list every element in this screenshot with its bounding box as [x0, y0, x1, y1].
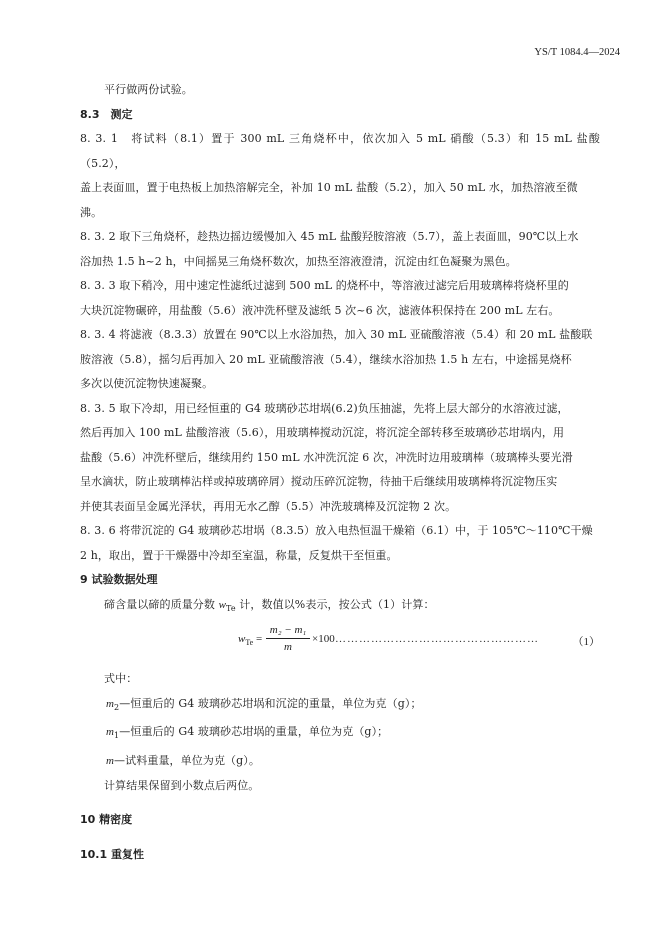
paragraph-8-3-1	[80, 127, 600, 225]
text-line: 浴加热 1.5 h~2 h，中间摇晃三角烧杯数次，加热至溶液澄清，沉淀由红色凝聚为黑色。	[80, 254, 517, 268]
formula-number: （1）	[572, 636, 600, 649]
paragraph-rounding: 计算结果保留到小数点后两位。	[104, 778, 260, 792]
formula-1	[80, 623, 600, 663]
formula-leader-dots: ……………………………………………	[335, 633, 539, 646]
variable-m	[80, 749, 600, 774]
formula-denominator: m	[284, 641, 292, 654]
text-line: 盐酸（5.6）冲洗杯壁后，继续用约 150 mL 水冲洗沉淀 6 次，冲洗时边用玻璃棒（玻璃棒头要光滑	[80, 450, 573, 464]
formula-lhs	[238, 633, 262, 647]
formula-multiplier: ×100	[312, 633, 335, 646]
var-desc: —恒重后的 G4 玻璃砂芯坩埚的重量，单位为克（g）；	[119, 725, 389, 739]
text-line: 呈水滴状，防止玻璃棒沾样或掉玻璃碎屑）搅动压碎沉淀物，待抽干后继续用玻璃棒将沉淀物压实	[80, 475, 558, 488]
var-m: m	[106, 697, 115, 710]
paragraph-8-3-4	[80, 323, 600, 397]
var-m: m	[106, 755, 115, 768]
text-line: 8. 3. 1 将试料（8.1）置于 300 mL 三角烧杯中，依次加入 5 mL 硝酸（5.3）和 15 mL 盐酸（5.2），	[80, 132, 600, 170]
paragraph-8-3-5	[80, 397, 600, 520]
paragraph-8-3-3	[80, 274, 600, 323]
var-sub: 2	[114, 702, 120, 712]
paragraph-parallel: 平行做两份试验。	[104, 83, 193, 96]
text-line: 并使其表面呈金属光泽状，再用无水乙醇（5.5）冲洗玻璃棒及沉淀物 2 次。	[80, 499, 457, 513]
variable-m2	[80, 692, 600, 721]
paragraph-formula-intro	[80, 593, 600, 622]
var-w-sub: Te	[226, 603, 236, 613]
text-line: 沸。	[80, 205, 103, 219]
var-desc: —试料重量，单位为克（g）。	[114, 754, 260, 768]
formula-numerator: m₂ − m₁	[266, 623, 310, 639]
formula-fraction	[266, 623, 310, 655]
var-w: w	[218, 598, 227, 611]
formula-w: w	[238, 633, 246, 646]
text-line: 然后再加入 100 mL 盐酸溶液（5.6），用玻璃棒搅动沉淀，将沉淀全部转移至玻璃砂芯坩埚内，用	[80, 426, 565, 439]
paragraph-8-3-6	[80, 519, 600, 568]
heading-10-1: 10.1 重复性	[80, 847, 144, 861]
document-body	[80, 78, 600, 867]
text-line: 8. 3. 6 将带沉淀的 G4 玻璃砂芯坩埚（8.3.5）放入电热恒温干燥箱（6.1）中，于 105℃～110℃干燥	[80, 524, 593, 537]
paragraph-where: 式中：	[104, 672, 138, 686]
text-line: 8. 3. 5 取下冷却，用已经恒重的 G4 玻璃砂芯坩埚(6.2)负压抽滤，先将上层大部分的水溶液过滤，	[80, 401, 569, 415]
text-line: 胺溶液（5.8），摇匀后再加入 20 mL 亚硫酸溶液（5.4），继续水浴加热 1.5 h 左右，中途摇晃烧杯	[80, 352, 572, 366]
var-sub: 1	[114, 731, 120, 741]
paragraph-8-3-2	[80, 225, 600, 274]
text-segment: 计，数值以%表示，按公式（1）计算：	[235, 597, 435, 611]
text-line: 8. 3. 4 将滤液（8.3.3）放置在 90℃以上水浴加热，加入 30 mL 亚硫酸溶液（5.4）和 20 mL 盐酸联	[80, 328, 593, 341]
text-line: 大块沉淀物碾碎，用盐酸（5.6）液冲洗杯壁及滤纸 5 次~6 次，滤液体积保持在 200 mL 左右。	[80, 303, 560, 317]
formula-w-sub: Te	[245, 638, 254, 648]
var-m: m	[106, 726, 115, 739]
text-segment: 碲含量以碲的质量分数	[104, 597, 219, 611]
standard-code: YS/T 1084.4—2024	[534, 47, 620, 58]
heading-10: 10 精密度	[80, 813, 133, 827]
text-line: 8. 3. 2 取下三角烧杯，趁热边摇边缓慢加入 45 mL 盐酸羟胺溶液（5.7），盖上表面皿，90℃以上水	[80, 230, 579, 243]
text-line: 盖上表面皿，置于电热板上加热溶解完全，补加 10 mL 盐酸（5.2），加入 50 mL 水，加热溶液至微	[80, 181, 578, 194]
formula-equals: =	[253, 633, 263, 646]
heading-8-3: 8.3 测定	[80, 107, 133, 121]
text-line: 2 h，取出，置于干燥器中冷却至室温，称量，反复烘干至恒重。	[80, 548, 398, 562]
variable-m1	[80, 720, 600, 749]
text-line: 多次以使沉淀物快速凝聚。	[80, 377, 214, 390]
var-desc: —恒重后的 G4 玻璃砂芯坩埚和沉淀的重量，单位为克（g）；	[119, 696, 422, 710]
text-line: 8. 3. 3 取下稍冷，用中速定性滤纸过滤到 500 mL 的烧杯中，等溶液过滤完后用玻璃棒将烧杯里的	[80, 279, 569, 292]
heading-9: 9 试验数据处理	[80, 573, 158, 586]
